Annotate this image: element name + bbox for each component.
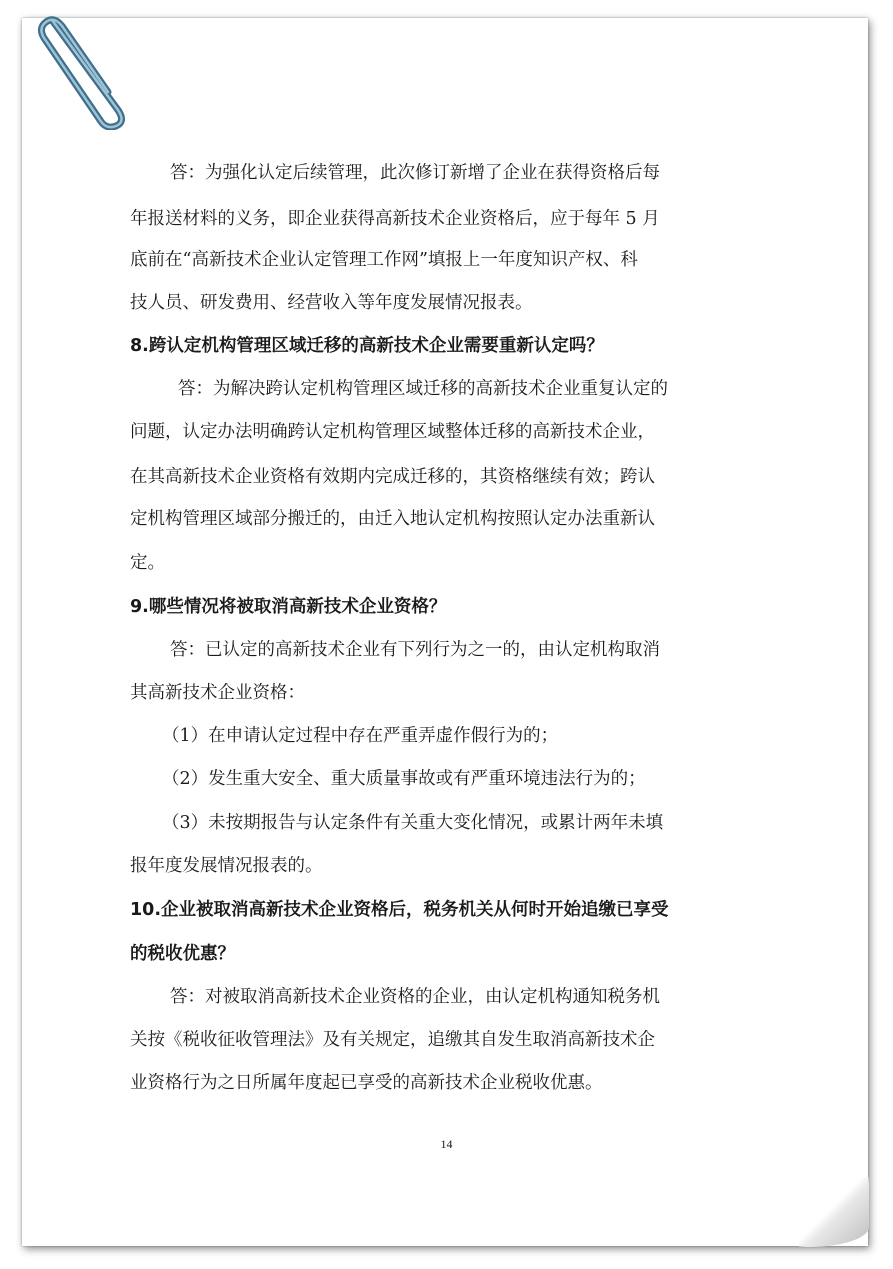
page-number: 14 (440, 1137, 453, 1151)
answer-9-line-1: 答：已认定的高新技术企业有下列行为之一的，由认定机构取消 (170, 640, 660, 660)
answer-8-line-2: 问题，认定办法明确跨认定机构管理区域整体迁移的高新技术企业， (130, 422, 655, 442)
answer-10-line-2: 关按《税收征收管理法》及有关规定，追缴其自发生取消高新技术企 (130, 1030, 655, 1050)
answer-7-line-4: 技人员、研发费用、经营收入等年度发展情况报表。 (130, 293, 533, 313)
question-10-line-2: 的税收优惠？ (130, 944, 235, 964)
answer-9-item-1: （1）在申请认定过程中存在严重弄虚作假行为的； (162, 726, 559, 746)
question-9: 9.哪些情况将被取消高新技术企业资格？ (130, 597, 447, 617)
page-curl (799, 1177, 869, 1247)
document-page (22, 18, 868, 1246)
question-10-line-1: 10.企业被取消高新技术企业资格后，税务机关从何时开始追缴已享受 (130, 900, 669, 920)
answer-8-line-1: 答：为解决跨认定机构管理区域迁移的高新技术企业重复认定的 (178, 379, 668, 399)
answer-10-line-3: 业资格行为之日所属年度起已享受的高新技术企业税收优惠。 (130, 1073, 603, 1093)
paperclip-icon (30, 0, 140, 130)
answer-8-line-4: 定机构管理区域部分搬迁的，由迁入地认定机构按照认定办法重新认 (130, 509, 655, 529)
answer-9-line-2: 其高新技术企业资格： (130, 683, 305, 703)
answer-8-line-3: 在其高新技术企业资格有效期内完成迁移的，其资格继续有效；跨认 (130, 467, 655, 487)
answer-9-item-2: （2）发生重大安全、重大质量事故或有严重环境违法行为的； (162, 769, 646, 789)
answer-7-line-1: 答：为强化认定后续管理，此次修订新增了企业在获得资格后每 (170, 163, 660, 183)
answer-7-line-2: 年报送材料的义务，即企业获得高新技术企业资格后，应于每年 5 月 (130, 209, 660, 229)
answer-7-line-3: 底前在“高新技术企业认定管理工作网”填报上一年度知识产权、科 (130, 250, 638, 270)
answer-10-line-1: 答：对被取消高新技术企业资格的企业，由认定机构通知税务机 (170, 987, 660, 1007)
question-8: 8.跨认定机构管理区域迁移的高新技术企业需要重新认定吗？ (130, 336, 604, 356)
answer-8-line-5: 定。 (130, 553, 165, 573)
answer-9-item-3-line-1: （3）未按期报告与认定条件有关重大变化情况，或累计两年未填 (162, 813, 664, 833)
answer-9-item-3-line-2: 报年度发展情况报表的。 (130, 856, 323, 876)
